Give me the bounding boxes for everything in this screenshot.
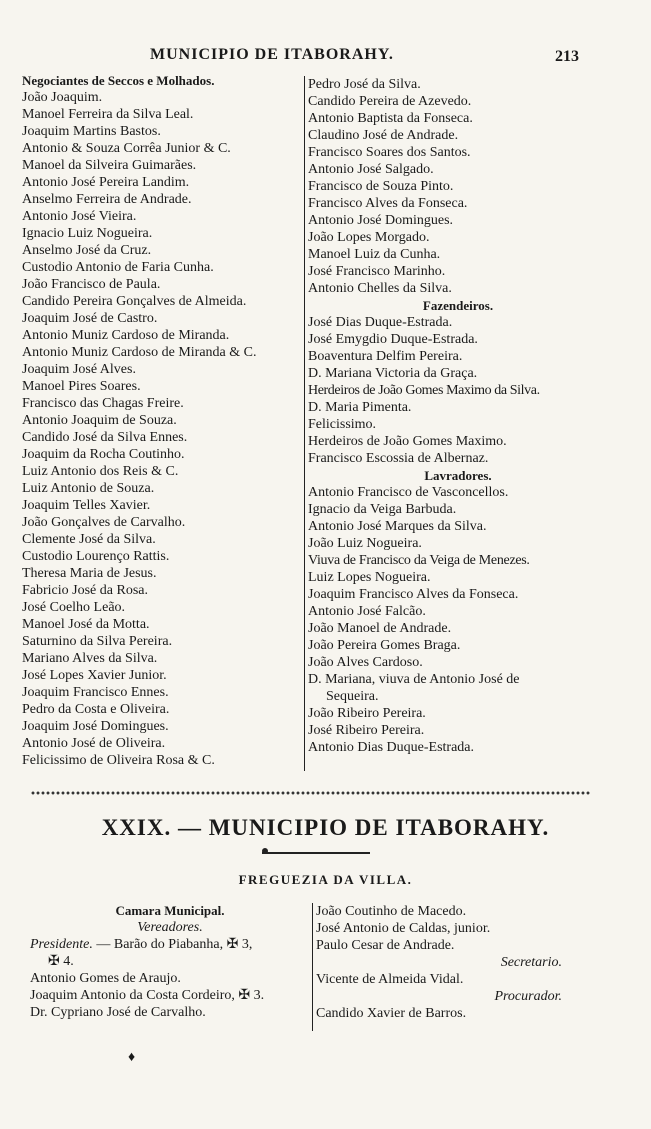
list-item: João Luiz Nogueira. [308, 536, 422, 551]
list-item: Antonio Dias Duque-Estrada. [308, 740, 475, 755]
list-item: D. Maria Pimenta. [308, 400, 412, 415]
list-item: Manoel Luiz da Cunha. [308, 247, 441, 262]
list-item: Joaquim José Domingues. [22, 719, 169, 734]
list-item: Joaquim Antonio da Costa Cordeiro, ✠ 3. [30, 988, 265, 1003]
list-item: Joaquim José de Castro. [22, 311, 158, 326]
section-heading-fazendeiros: Fazendeiros. [422, 298, 494, 313]
vereadores-heading: Vereadores. [137, 920, 203, 935]
parish-heading: FREGUEZIA DA VILLA. [238, 872, 413, 887]
presidente-name: — Barão do Piabanha, ✠ 3, [96, 937, 253, 952]
list-item: Antonio Gomes de Araujo. [30, 971, 181, 986]
list-item: Joaquim José Alves. [22, 362, 136, 377]
list-item: Francisco de Souza Pinto. [308, 179, 454, 194]
list-item: Francisco Alves da Fonseca. [308, 196, 468, 211]
presidente-label: Presidente. [30, 937, 93, 952]
list-item: D. Mariana, viuva de Antonio José de [308, 672, 520, 687]
ink-mark: ♦ [128, 1050, 136, 1065]
camara-heading: Camara Municipal. [115, 903, 225, 918]
procurador-name: Candido Xavier de Barros. [316, 1006, 467, 1021]
list-item: Luiz Antonio de Souza. [22, 481, 155, 496]
list-item: Antonio José de Oliveira. [22, 736, 166, 751]
list-item: Ignacio da Veiga Barbuda. [308, 502, 457, 517]
list-item: Joaquim Telles Xavier. [22, 498, 151, 513]
list-item: Felicissimo. [308, 417, 377, 432]
ornamental-divider [30, 790, 590, 796]
left-column [22, 72, 304, 769]
list-item: Candido José da Silva Ennes. [22, 430, 188, 445]
list-item: Custodio Antonio de Faria Cunha. [22, 260, 214, 275]
list-item: Herdeiros de João Gomes Maximo da Silva. [308, 383, 540, 398]
list-item: Antonio Baptista da Fonseca. [308, 111, 473, 126]
list-item: João Alves Cardoso. [308, 655, 423, 670]
list-item: José Ribeiro Pereira. [308, 723, 425, 738]
list-item: Antonio José Marques da Silva. [308, 519, 487, 534]
list-item: Clemente José da Silva. [22, 532, 156, 547]
list-item: Herdeiros de João Gomes Maximo. [308, 434, 507, 449]
list-item: José Coelho Leão. [22, 600, 126, 615]
running-head: MUNICIPIO DE ITABORAHY. [150, 46, 394, 63]
column-divider-lower [312, 903, 313, 1031]
list-item: Luiz Lopes Nogueira. [308, 570, 431, 585]
list-item: Boaventura Delfim Pereira. [308, 349, 463, 364]
list-item: Joaquim Francisco Ennes. [22, 685, 169, 700]
list-item: João Lopes Morgado. [308, 230, 430, 245]
presidente-line [30, 936, 310, 953]
list-item: João Coutinho de Macedo. [316, 904, 467, 919]
list-item: Antonio Muniz Cardoso de Miranda & C. [22, 345, 257, 360]
list-item: João Joaquim. [22, 90, 103, 105]
list-item: Pedro da Costa e Oliveira. [22, 702, 170, 717]
list-item: Manoel da Silveira Guimarães. [22, 158, 197, 173]
list-item: Anselmo Ferreira de Andrade. [22, 192, 192, 207]
procurador-heading: Procurador. [494, 989, 562, 1004]
list-item: Joaquim Martins Bastos. [22, 124, 161, 139]
section-heading-negociantes: Negociantes de Seccos e Molhados. [22, 73, 215, 88]
list-item: Fabricio José da Rosa. [22, 583, 148, 598]
list-item: Antonio Chelles da Silva. [308, 281, 452, 296]
camara-right-column [316, 903, 606, 1022]
list-item: Antonio Francisco de Vasconcellos. [308, 485, 509, 500]
right-column [308, 76, 608, 756]
list-item: Pedro José da Silva. [308, 77, 421, 92]
list-item: José Dias Duque-Estrada. [308, 315, 453, 330]
list-item: Theresa Maria de Jesus. [22, 566, 157, 581]
list-item: Manoel Ferreira da Silva Leal. [22, 107, 194, 122]
list-item: Anselmo José da Cruz. [22, 243, 152, 258]
presidente-continuation: ✠ 4. [48, 954, 74, 969]
list-item: Antonio José Vieira. [22, 209, 137, 224]
page-number: 213 [555, 48, 579, 65]
list-item: Manoel José da Motta. [22, 617, 150, 632]
short-rule [262, 852, 370, 854]
list-item: Saturnino da Silva Pereira. [22, 634, 173, 649]
list-item: Antonio Muniz Cardoso de Miranda. [22, 328, 230, 343]
list-item: Antonio José Pereira Landim. [22, 175, 190, 190]
secretario-name: Vicente de Almeida Vidal. [316, 972, 464, 987]
column-divider [304, 76, 305, 771]
list-item: Antonio & Souza Corrêa Junior & C. [22, 141, 231, 156]
list-item: Candido Pereira de Azevedo. [308, 94, 472, 109]
list-item: Mariano Alves da Silva. [22, 651, 158, 666]
list-item: João Pereira Gomes Braga. [308, 638, 461, 653]
list-item: Claudino José de Andrade. [308, 128, 459, 143]
list-item: João Gonçalves de Carvalho. [22, 515, 186, 530]
list-item: Paulo Cesar de Andrade. [316, 938, 455, 953]
list-item: Viuva de Francisco da Veiga de Menezes. [308, 553, 530, 568]
list-item: Joaquim da Rocha Coutinho. [22, 447, 185, 462]
section-heading-lavradores: Lavradores. [424, 468, 492, 483]
chapter-title: XXIX. — MUNICIPIO DE ITABORAHY. [101, 815, 550, 840]
list-item: José Francisco Marinho. [308, 264, 446, 279]
list-item: José Emygdio Duque-Estrada. [308, 332, 478, 347]
list-item: Francisco Soares dos Santos. [308, 145, 471, 160]
list-item: João Ribeiro Pereira. [308, 706, 426, 721]
list-item: Francisco das Chagas Freire. [22, 396, 184, 411]
list-item: Custodio Lourenço Rattis. [22, 549, 170, 564]
list-item: Dr. Cypriano José de Carvalho. [30, 1005, 206, 1020]
list-item: Antonio Joaquim de Souza. [22, 413, 177, 428]
list-item-continuation: Sequeira. [326, 689, 379, 704]
list-item: Luiz Antonio dos Reis & C. [22, 464, 179, 479]
list-item: Antonio José Falcão. [308, 604, 426, 619]
list-item: João Francisco de Paula. [22, 277, 161, 292]
list-item: D. Mariana Victoria da Graça. [308, 366, 478, 381]
list-item: Joaquim Francisco Alves da Fonseca. [308, 587, 519, 602]
list-item: Candido Pereira Gonçalves de Almeida. [22, 294, 247, 309]
list-item: Manoel Pires Soares. [22, 379, 141, 394]
secretario-heading: Secretario. [500, 955, 562, 970]
camara-left-column [30, 902, 310, 1021]
list-item: José Antonio de Caldas, junior. [316, 921, 491, 936]
list-item: Francisco Escossia de Albernaz. [308, 451, 489, 466]
list-item: José Lopes Xavier Junior. [22, 668, 167, 683]
list-item: Ignacio Luiz Nogueira. [22, 226, 153, 241]
list-item: Antonio José Domingues. [308, 213, 454, 228]
list-item: Felicissimo de Oliveira Rosa & C. [22, 753, 215, 768]
list-item: Antonio José Salgado. [308, 162, 434, 177]
list-item: João Manoel de Andrade. [308, 621, 452, 636]
